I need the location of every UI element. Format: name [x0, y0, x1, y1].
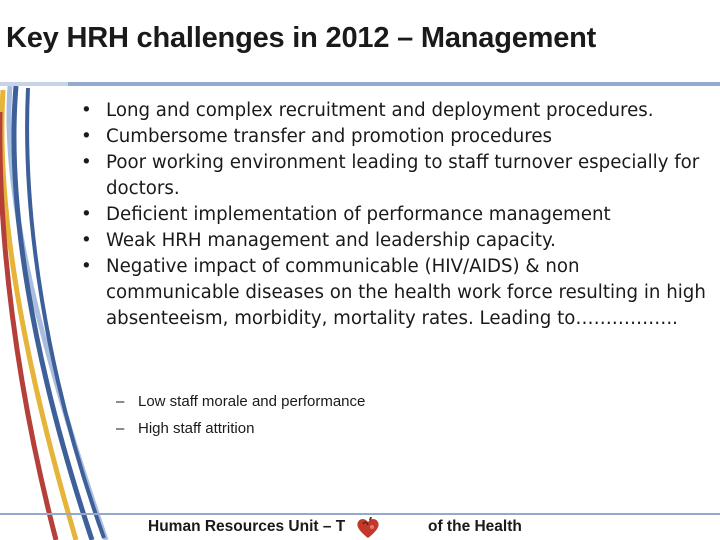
bullet-text: Cumbersome transfer and promotion procedures — [106, 126, 553, 147]
footer-text-right: of the Health — [428, 518, 522, 535]
sub-bullet-text: Low staff morale and performance — [138, 393, 366, 410]
bullet-text: Weak HRH management and leadership capacity. — [106, 230, 556, 251]
sub-bullet-item — [116, 415, 676, 442]
footer — [0, 515, 720, 540]
sub-bullet-marker: – — [116, 420, 125, 437]
bullet-item — [76, 124, 716, 150]
bullet-marker: • — [81, 126, 92, 147]
sub-bullet-text: High staff attrition — [138, 420, 255, 437]
heart-logo-icon — [355, 516, 381, 540]
bullet-item — [76, 98, 716, 124]
footer-text-left: Human Resources Unit – T — [148, 518, 346, 535]
bullet-text: Long and complex recruitment and deployment procedures. — [106, 100, 654, 121]
bullet-item — [76, 150, 716, 202]
bullet-text: Poor working environment leading to staff turnover especially for doctors. — [106, 152, 700, 199]
bullet-marker: • — [81, 230, 92, 251]
bullet-marker: • — [81, 152, 92, 173]
sub-bullet-item — [116, 388, 676, 415]
sub-bullet-marker: – — [116, 393, 125, 410]
bullet-marker: • — [81, 204, 92, 225]
bullet-marker: • — [81, 256, 92, 277]
bullet-text: Negative impact of communicable (HIV/AIDS) & non communicable diseases on the health work force resulting in high absenteeism, morbidity, mortality rates. Leading to…………….. — [106, 256, 706, 329]
bullet-item — [76, 202, 716, 228]
bullet-list — [76, 98, 716, 332]
bullet-marker: • — [81, 100, 92, 121]
sub-bullet-list — [116, 388, 676, 442]
slide-title: Key HRH challenges in 2012 – Management — [6, 22, 597, 54]
bullet-item — [76, 254, 716, 332]
bullet-item — [76, 228, 716, 254]
bullet-text: Deficient implementation of performance management — [106, 204, 611, 225]
